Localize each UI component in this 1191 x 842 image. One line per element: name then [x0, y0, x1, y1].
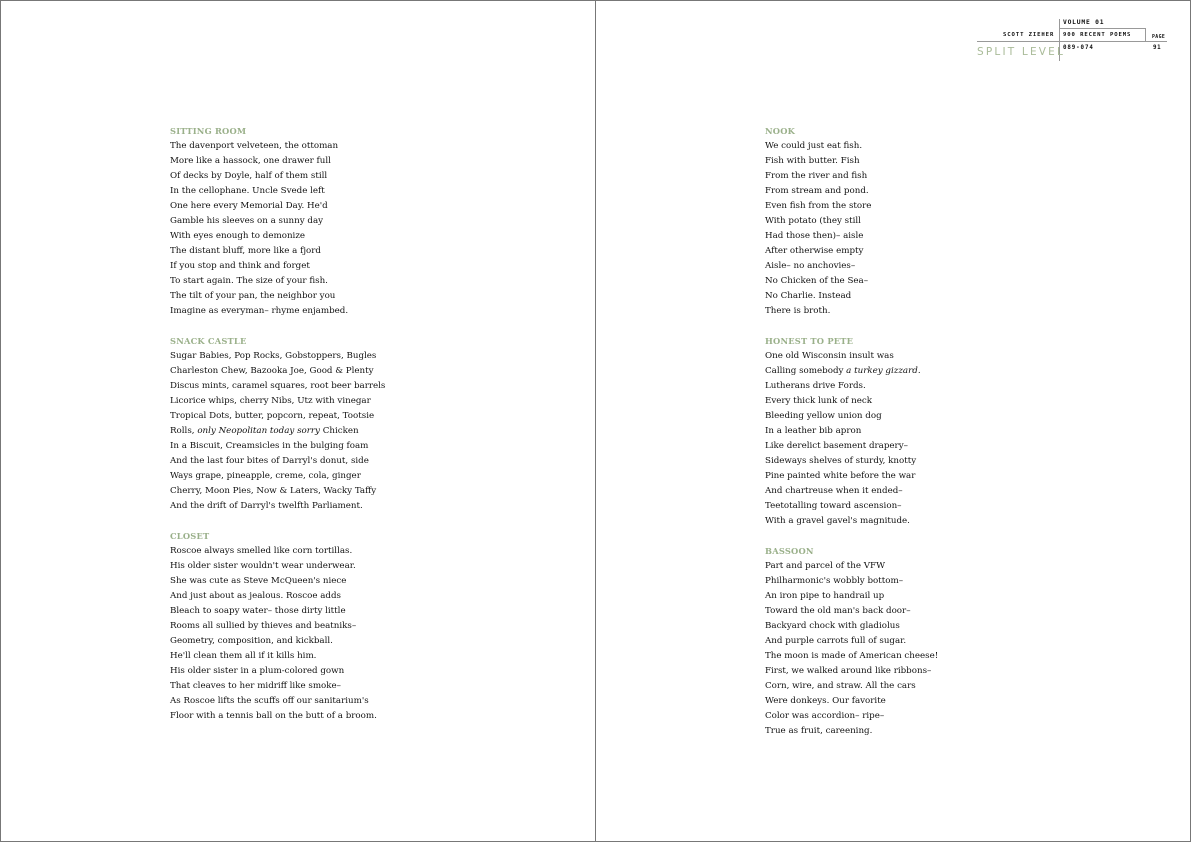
poem-line: Geometry, composition, and kickball.	[170, 636, 333, 646]
poem-line: Roscoe always smelled like corn tortillas.	[170, 546, 353, 556]
poem	[170, 334, 470, 514]
poem-line: Rooms all sullied by thieves and beatniks–	[170, 621, 357, 631]
poem-title: HONEST TO PETE	[765, 336, 854, 346]
poem-line: No Chicken of the Sea–	[765, 276, 869, 286]
poem-line: And purple carrots full of sugar.	[765, 636, 907, 646]
poem-line: Corn, wire, and straw. All the cars	[765, 681, 916, 691]
header-rule-top	[1060, 28, 1145, 29]
poem-line: Discus mints, caramel squares, root beer barrels	[170, 381, 386, 391]
poem-line: Gamble his sleeves on a sunny day	[170, 216, 324, 226]
poem-line: Sugar Babies, Pop Rocks, Gobstoppers, Bugles	[170, 351, 377, 361]
poem-line: Pine painted white before the war	[765, 471, 916, 481]
poem-line: Toward the old man's back door–	[765, 606, 911, 616]
poem-line: More like a hassock, one drawer full	[170, 156, 331, 166]
poem-line: Fish with butter. Fish	[765, 156, 860, 166]
header-page-label: PAGE	[1152, 35, 1166, 40]
poem-line: One old Wisconsin insult was	[765, 351, 894, 361]
poem-line: His older sister in a plum-colored gown	[170, 666, 345, 676]
poem-line: If you stop and think and forget	[170, 261, 310, 271]
header-author: SCOTT ZIEHER	[1003, 32, 1055, 38]
poem-line: In the cellophane. Uncle Svede left	[170, 186, 325, 196]
poem-line: We could just eat fish.	[765, 141, 863, 151]
header-rule-mid	[977, 41, 1167, 42]
poem	[765, 124, 1065, 319]
poem-line: Teetotalling toward ascension–	[765, 501, 902, 511]
poem-line: Cherry, Moon Pies, Now & Laters, Wacky Taffy	[170, 486, 377, 496]
poem-line: Of decks by Doyle, half of them still	[170, 171, 328, 181]
poem-line: Bleeding yellow union dog	[765, 411, 882, 421]
poem	[170, 529, 470, 724]
poem-line: An iron pipe to handrail up	[765, 591, 885, 601]
poem-title: CLOSET	[170, 531, 210, 541]
poem-line: Color was accordion– ripe–	[765, 711, 885, 721]
poem-line: Tropical Dots, butter, popcorn, repeat, Tootsie	[170, 411, 375, 421]
poem-line: Aisle– no anchovies–	[765, 261, 856, 271]
poem-line: There is broth.	[765, 306, 831, 316]
poem-line: After otherwise empty	[765, 246, 864, 256]
poem-line: Ways grape, pineapple, creme, cola, ginger	[170, 471, 361, 481]
poem-line: His older sister wouldn't wear underwear.	[170, 561, 356, 571]
poem-line: Every thick lunk of neck	[765, 396, 873, 406]
poem-line: Even fish from the store	[765, 201, 872, 211]
poem-line: She was cute as Steve McQueen's niece	[170, 576, 347, 586]
poem-line: With eyes enough to demonize	[170, 231, 306, 241]
poem-line: From the river and fish	[765, 171, 868, 181]
poem-line: He'll clean them all if it kills him.	[170, 651, 317, 661]
poem-line: As Roscoe lifts the scuffs off our sanitarium's	[170, 696, 369, 706]
poem-line: Part and parcel of the VFW	[765, 561, 886, 571]
poem-line: Lutherans drive Fords.	[765, 381, 866, 391]
poem-line: Had those then)– aisle	[765, 231, 864, 241]
poem-title: NOOK	[765, 126, 796, 136]
poem	[170, 124, 470, 319]
poem-line: Licorice whips, cherry Nibs, Utz with vinegar	[170, 396, 371, 406]
header-page-range: 089-074	[1063, 45, 1094, 51]
poem-line: First, we walked around like ribbons–	[765, 666, 932, 676]
poem-line: Bleach to soapy water– those dirty little	[170, 606, 346, 616]
poem-line: Backyard chock with gladiolus	[765, 621, 900, 631]
poem-line: Floor with a tennis ball on the butt of a broom.	[170, 711, 377, 721]
poem-line: Charleston Chew, Bazooka Joe, Good & Plenty	[170, 366, 374, 376]
poem-line: With a gravel gavel's magnitude.	[765, 516, 910, 526]
poem-line: Sideways shelves of sturdy, knotty	[765, 456, 917, 466]
poem-line: Calling somebody a turkey gizzard.	[765, 366, 921, 376]
header-divider-v2	[1145, 28, 1146, 41]
poem-line: One here every Memorial Day. He'd	[170, 201, 328, 211]
right-page-column	[765, 124, 1065, 754]
header-page-number: 91	[1153, 45, 1162, 51]
poem-line: That cleaves to her midriff like smoke–	[170, 681, 342, 691]
poem-line: Imagine as everyman– rhyme enjambed.	[170, 306, 349, 316]
poem-title: SITTING ROOM	[170, 126, 247, 136]
poem-line: And the last four bites of Darryl's donut, side	[170, 456, 369, 466]
header-collection: 900 RECENT POEMS	[1063, 32, 1132, 38]
section-title: SPLIT LEVEL	[977, 46, 1066, 58]
poem-line: Like derelict basement drapery–	[765, 441, 908, 451]
poem-line: And chartreuse when it ended–	[765, 486, 903, 496]
poem-line: True as fruit, careening.	[765, 726, 873, 736]
poem-line: In a leather bib apron	[765, 426, 862, 436]
poem-line: No Charlie. Instead	[765, 291, 852, 301]
poem-line: The distant bluff, more like a fjord	[170, 246, 321, 256]
poem-title: SNACK CASTLE	[170, 336, 247, 346]
header-volume: VOLUME 01	[1063, 19, 1105, 26]
poem-title: BASSOON	[765, 546, 814, 556]
poem-line: The tilt of your pan, the neighbor you	[170, 291, 336, 301]
poem-line: Philharmonic's wobbly bottom–	[765, 576, 904, 586]
left-page-column	[170, 124, 470, 739]
poem-line: The davenport velveteen, the ottoman	[170, 141, 339, 151]
page-gutter	[595, 0, 596, 842]
poem	[765, 334, 1065, 529]
poem-line: Were donkeys. Our favorite	[765, 696, 886, 706]
poem-line: From stream and pond.	[765, 186, 869, 196]
poem-line: The moon is made of American cheese!	[765, 651, 939, 661]
poem-line: And just about as jealous. Roscoe adds	[170, 591, 341, 601]
poem-line: Rolls, only Neopolitan today sorry Chicken	[170, 426, 359, 436]
poem	[765, 544, 1065, 739]
poem-line: With potato (they still	[765, 216, 861, 226]
poem-line: To start again. The size of your fish.	[170, 276, 328, 286]
poem-line: And the drift of Darryl's twelfth Parliament.	[170, 501, 363, 511]
poem-line: In a Biscuit, Creamsicles in the bulging foam	[170, 441, 369, 451]
